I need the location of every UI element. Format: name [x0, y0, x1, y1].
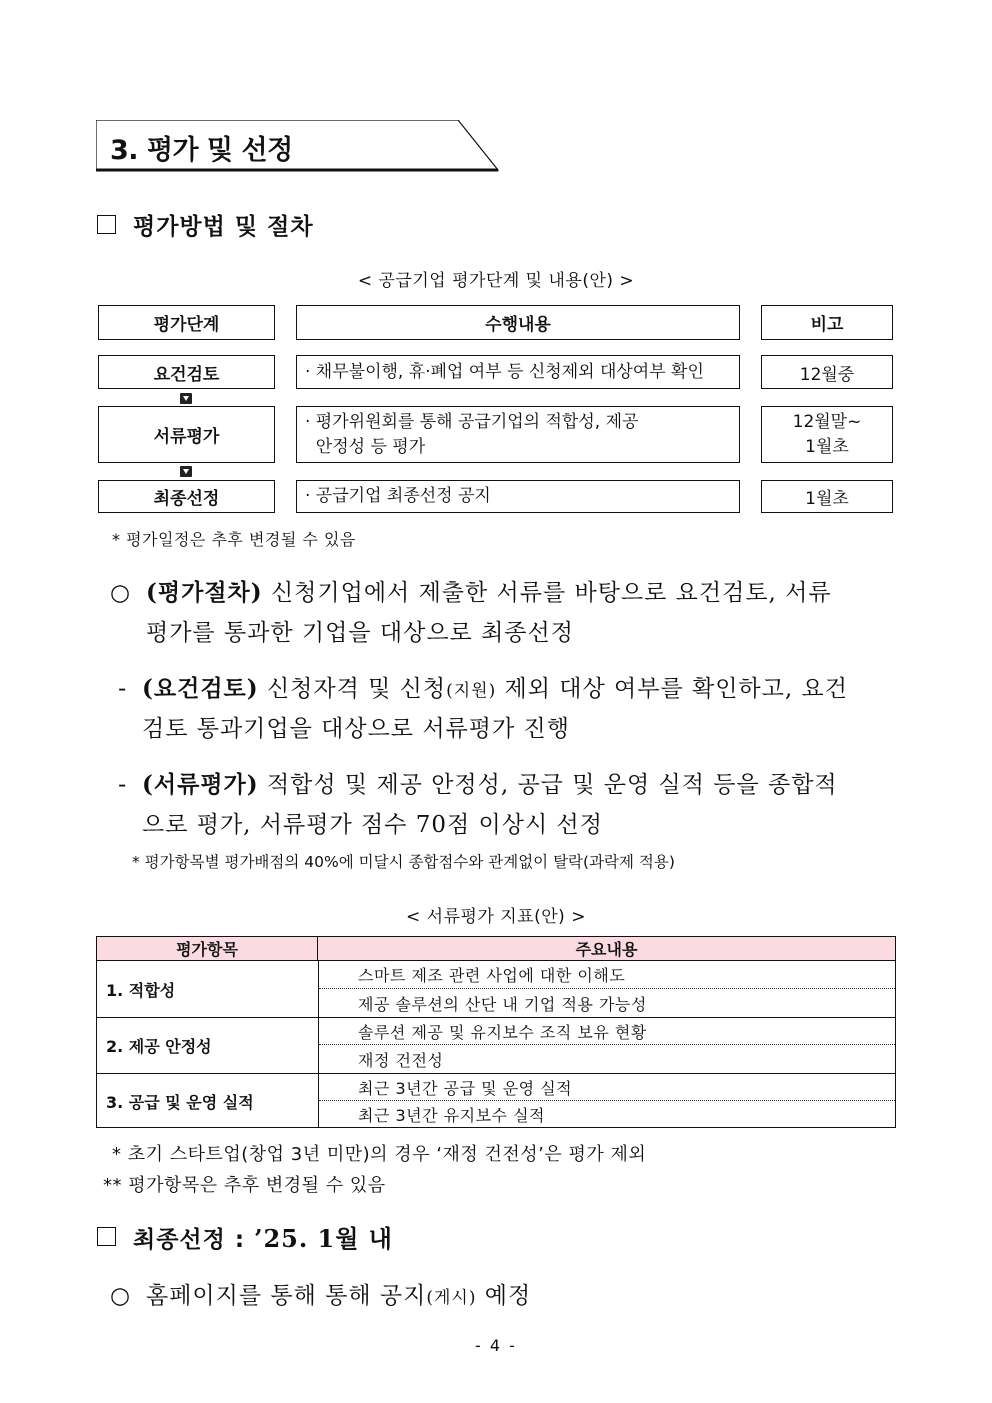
final-heading [133, 1219, 393, 1254]
dash-bullet: - [118, 676, 128, 702]
stage-cell: 최종선정 [98, 480, 275, 513]
stage-cell: 서류평가 [98, 406, 275, 463]
note-line: 12월말~ [792, 411, 862, 432]
criteria-item: 재정 건전성 [358, 1050, 444, 1070]
note-cell [761, 406, 893, 463]
process-label: (서류평가) [142, 771, 259, 798]
criteria-table [96, 936, 896, 1128]
stage-cell: 요건검토 [98, 355, 275, 389]
note-line: 1월초 [805, 436, 849, 457]
checkbox-square-icon [97, 215, 116, 234]
criteria-note: ** 평가항목은 추후 변경될 수 있음 [103, 1175, 386, 1196]
final-text [146, 1276, 531, 1318]
method-heading: 평가방법 및 절차 [133, 214, 314, 240]
process-line [142, 765, 838, 805]
criteria-group: 1. 적합성 [106, 980, 176, 1000]
process-line [142, 669, 848, 711]
method-caption: < 공급기업 평가단계 및 내용(안) > [357, 271, 635, 291]
process-label: (요건검토) [142, 675, 259, 702]
process-text: 신청기업에서 제출한 서류를 바탕으로 요건검토, 서류 [262, 580, 832, 606]
note-cell: 1월초 [761, 480, 893, 513]
criteria-item: 제공 솔루션의 산단 내 기업 적용 가능성 [358, 994, 647, 1014]
process-text: 제외 대상 여부를 확인하고, 요건 [496, 676, 848, 702]
note-header: 비고 [761, 305, 893, 340]
final-text-end: 예정 [476, 1283, 532, 1309]
content-cell: · 채무불이행, 휴·폐업 여부 등 신청제외 대상여부 확인 [296, 355, 740, 389]
criteria-item: 스마트 제조 관련 사업에 대한 이해도 [358, 966, 626, 985]
criteria-note: * 초기 스타트업(창업 3년 미만)의 경우 ‘재정 건전성’은 평가 제외 [112, 1144, 647, 1165]
final-text-main: 홈페이지를 통해 통해 공지 [146, 1283, 427, 1309]
checkbox-square-icon [97, 1227, 116, 1246]
process-text: 적합성 및 제공 안정성, 공급 및 운영 실적 등을 종합적 [258, 772, 838, 798]
content-line: · 평가위원회를 통해 공급기업의 적합성, 제공 [305, 411, 639, 432]
note-cell: 12월중 [761, 355, 893, 389]
criteria-caption: < 서류평가 지표(안) > [406, 907, 586, 927]
content-cell [296, 406, 740, 463]
process-line: 검토 통과기업을 대상으로 서류평가 진행 [142, 716, 570, 742]
process-paragraph [110, 573, 131, 613]
criteria-item: 솔루션 제공 및 유지보수 조직 보유 현황 [358, 1022, 647, 1042]
page-number: - 4 - [475, 1336, 517, 1355]
circle-bullet: ○ [110, 1283, 132, 1309]
method-footnote: * 평가일정은 추후 변경될 수 있음 [112, 530, 356, 549]
criteria-item: 최근 3년간 공급 및 운영 실적 [358, 1078, 573, 1098]
final-heading-label: 최종선정 : [133, 1227, 246, 1253]
process-line: 평가를 통과한 기업을 대상으로 최종선정 [146, 620, 574, 646]
stage-header: 평가단계 [98, 305, 275, 340]
process-line: 으로 평가, 서류평가 점수 70점 이상시 선정 [142, 812, 603, 838]
content-cell: · 공급기업 최종선정 공지 [296, 480, 740, 513]
dash-bullet: - [118, 772, 128, 798]
criteria-group: 3. 공급 및 운영 실적 [106, 1092, 254, 1112]
criteria-item: 최근 3년간 유지보수 실적 [358, 1105, 545, 1125]
process-note: * 평가항목별 평가배점의 40%에 미달시 종합점수와 관계없이 탈락(과락제 적용) [132, 853, 675, 871]
section-title: 3. 평가 및 선정 [110, 135, 293, 166]
final-text-small: (게시) [426, 1288, 477, 1308]
arrow-down-icon [180, 466, 192, 477]
criteria-header-item: 평가항목 [97, 937, 318, 961]
arrow-down-icon [180, 393, 192, 404]
circle-bullet: ○ [110, 580, 132, 606]
process-small-text: (지원) [446, 681, 497, 701]
content-header: 수행내용 [296, 305, 740, 340]
process-label: (평가절차) [146, 579, 263, 606]
criteria-group: 2. 제공 안정성 [106, 1037, 212, 1056]
final-heading-date: ’25. 1월 내 [254, 1224, 393, 1253]
criteria-header-content: 주요내용 [318, 937, 895, 961]
process-line [146, 573, 832, 613]
process-text: 신청자격 및 신청 [258, 676, 447, 702]
content-line: 안정성 등 평가 [305, 436, 426, 457]
